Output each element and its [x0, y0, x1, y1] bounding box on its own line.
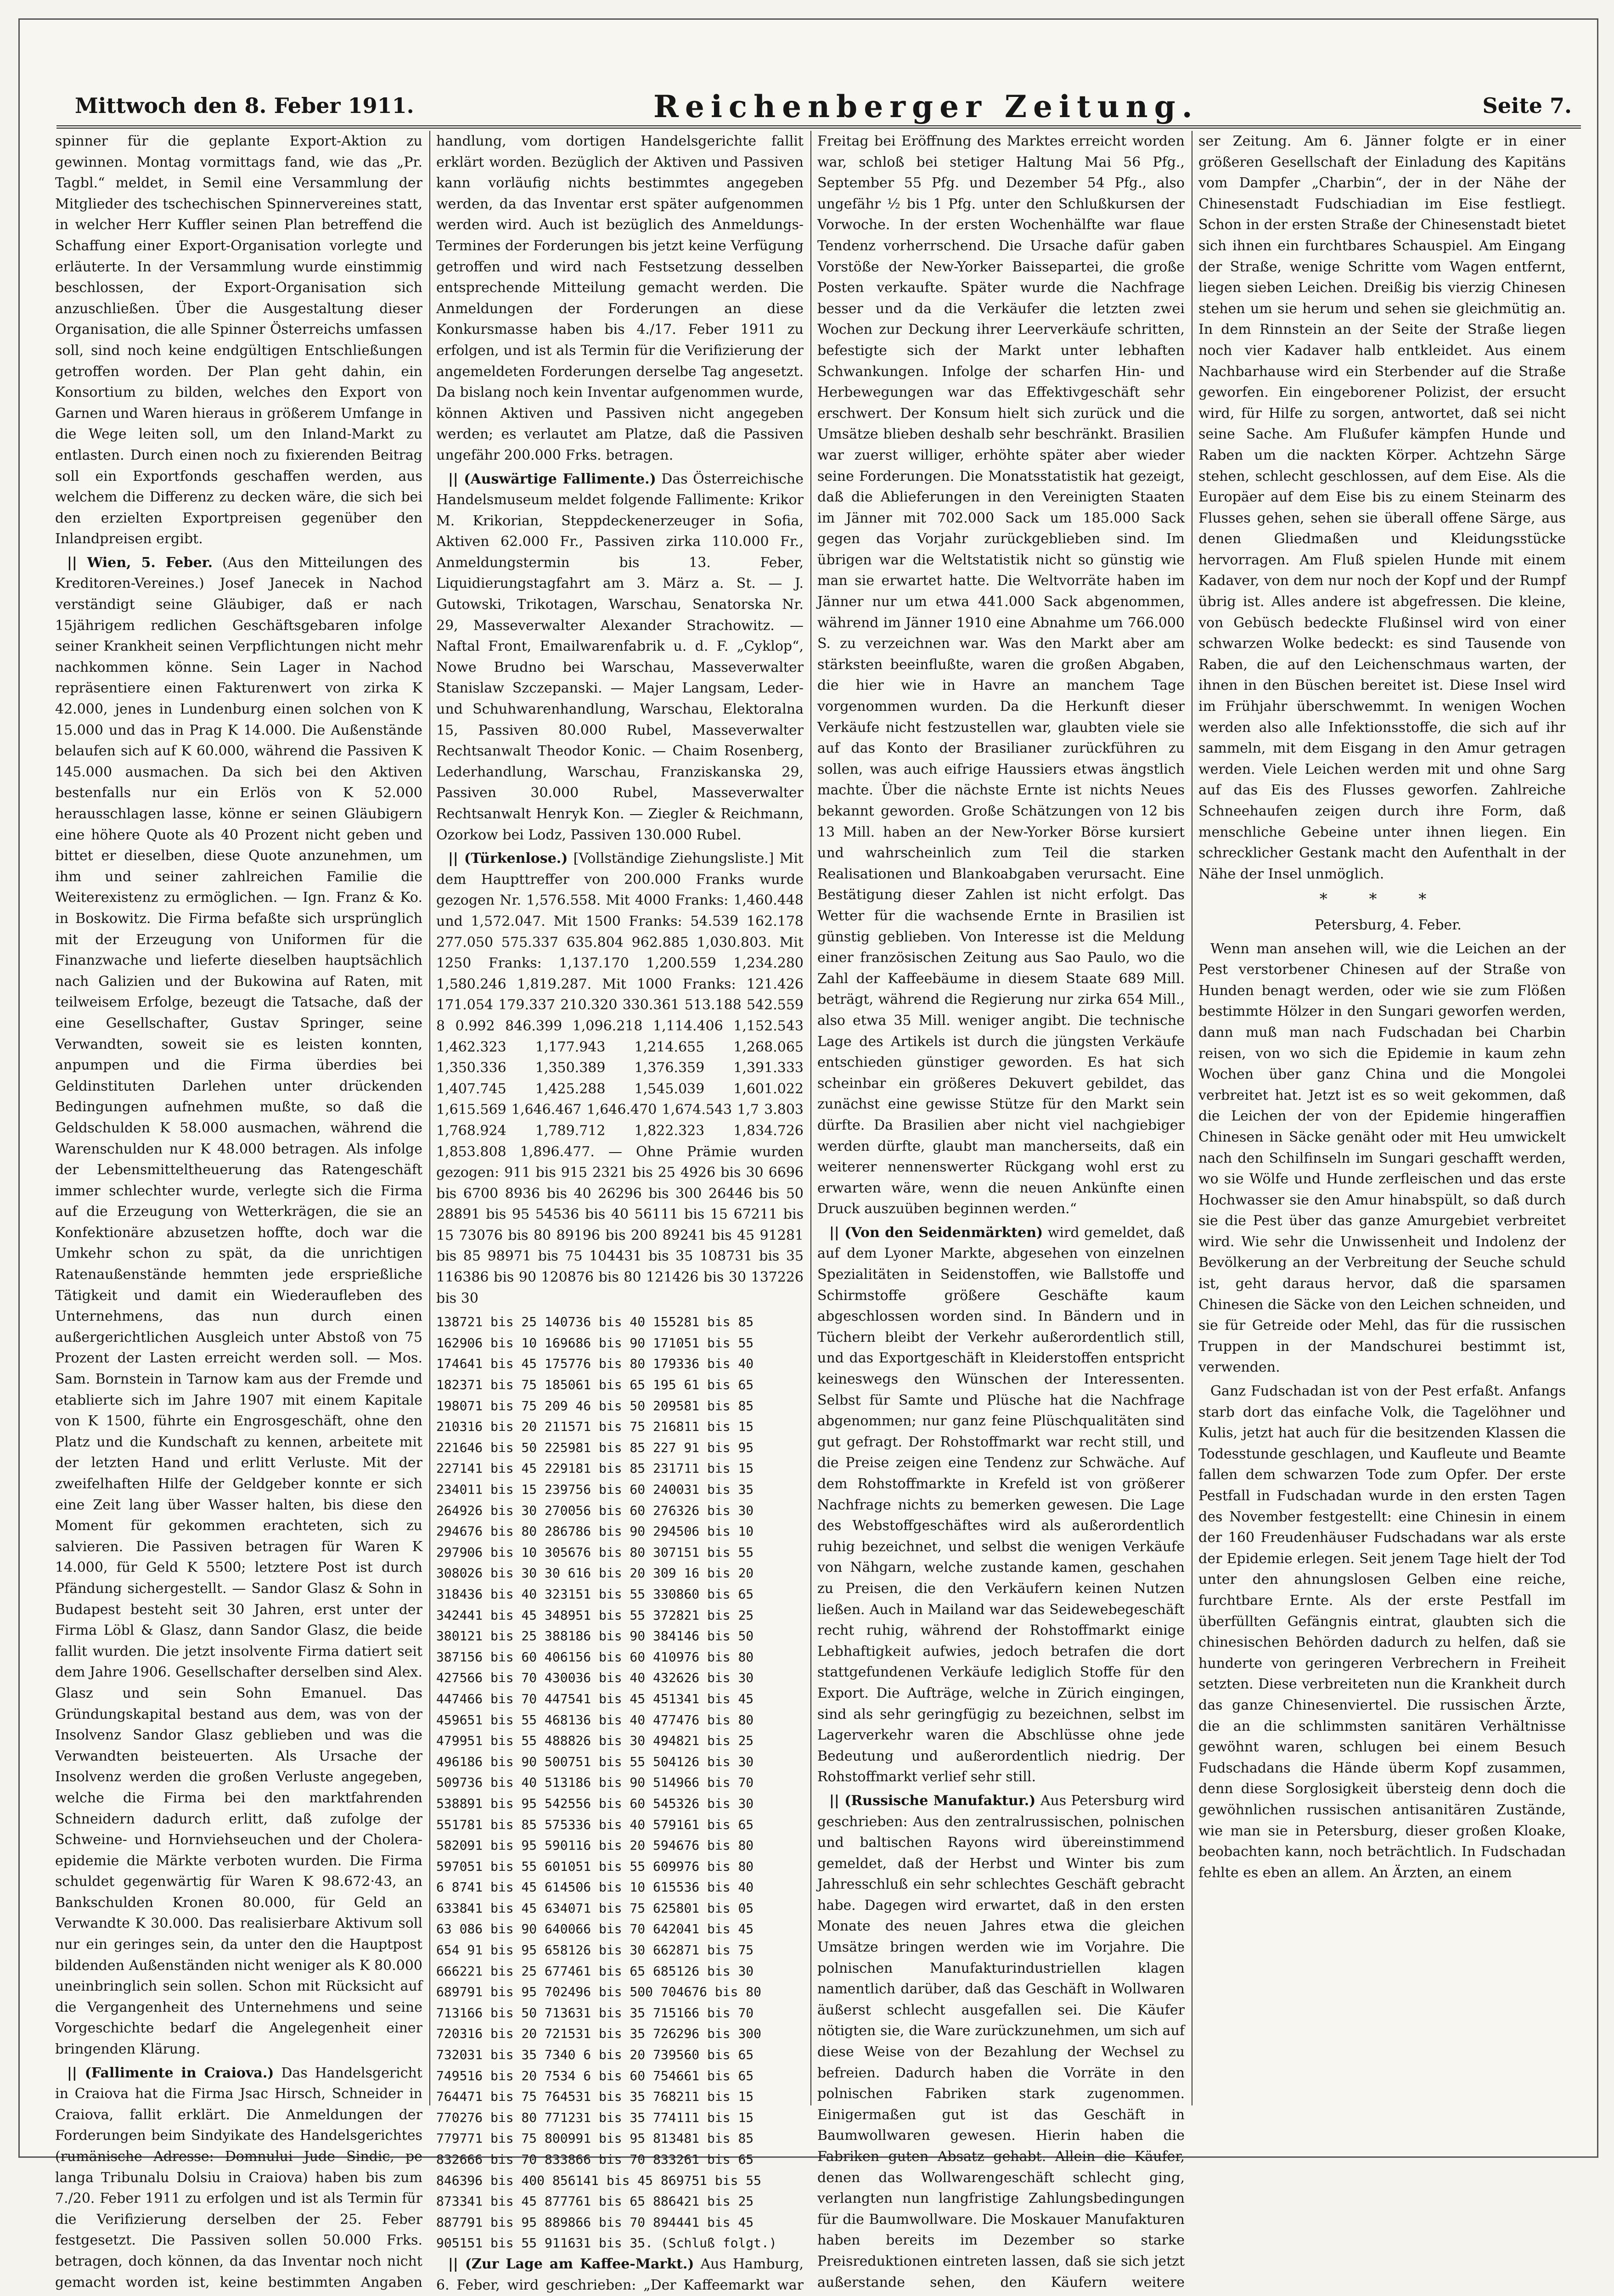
article-kaffee-body: Aus Hamburg, 6. Feber, wird geschrieben: „Der Kaffeemarkt war [436, 2256, 804, 2293]
masthead [56, 75, 1581, 129]
article-manufaktur-body: Aus Petersburg wird geschrieben: Aus den zentralrussischen, polnischen und baltischen Rayons wird übereinstimmend gemeldet, daß der Herbst und Winter bis zum Jahresschluß ein sehr schlechtes Geschäft gebracht habe. Dagegen wird erwartet, daß in den ersten Monate des neuen Jahres etwa die gleichen Umsätze bringen werden wie im Vorjahre. Die polnischen Manufakturindustriellen klagen namentlich darüber, daß das Geschäft in Wollwaren äußerst schlecht ausgefallen sei. Die Käufer nötigten sie, die Ware zurückzunehmen, um sich auf diese Weise von der Bezahlung der Wechsel zu befreien. Dadurch haben die Vorräte in den polnischen Fabriken stark zugenommen. Einigermaßen gut ist das Geschäft in Baumwollwaren gewesen. Hierin haben die Fabriken guten Absatz gehabt. Allein die Käufer, denen das Wollwarengeschäft schlecht ging, verlangten nun langfristige Zahlungsbedingungen für die Baumwollware. Die Moskauer Manufakturen haben bereits im Dezember so starke Preisreduktionen eintreten lassen, daß sie sich jetzt außerstande sehen, den Käufern weitere [817, 1792, 1185, 2290]
article-auswaertige-head: || (Auswärtige Fallimente.) [448, 471, 656, 487]
column-rule-2 [810, 131, 811, 2105]
article-tuerkenlose [436, 848, 804, 1309]
lottery-number-table: 138721 bis 25 140736 bis 40 155281 bis 85 162906 bis 10 169686 bis 90 171051 bis 55 174641 bis 45 175776 bis 80 179336 bis 40 182371 bis 75 185061 bis 65 195 61 bis 65 198071 bis 75 209 46 bis 50 209581 bis 85 210316 bis 20 211571 bis 75 216811 bis 15 221646 bis 50 225981 bis 85 227 91 bis 95 227141 bis 45 229181 bis 85 231711 bis 15 234011 bis 15 239756 bis 60 240031 bis 35 264926 bis 30 270056 bis 60 276326 bis 30 294676 bis 80 286786 bis 90 294506 bis 10 297906 bis 10 305676 bis 80 307151 bis 55 308026 bis 30 30 616 bis 20 309 16 bis 20 318436 bis 40 323151 bis 55 330860 bis 65 342441 bis 45 348951 bis 55 372821 bis 25 380121 bis 25 388186 bis 90 384146 bis 50 387156 bis 60 406156 bis 60 410976 bis 80 427566 bis 70 430036 bis 40 432626 bis 30 447466 bis 70 447541 bis 45 451341 bis 45 459651 bis 55 468136 bis 40 477476 bis 80 479951 bis 55 488826 bis 30 494821 bis 25 496186 bis 90 500751 bis 55 504126 bis 30 509736 bis 40 513186 bis 90 514966 bis 70 538891 bis 95 542556 bis 60 545326 bis 30 551781 bis 85 575336 bis 40 579161 bis 65 582091 bis 95 590116 bis 20 594676 bis 80 597051 bis 55 601051 bis 55 609976 bis 80 6 8741 bis 45 614506 bis 10 615536 bis 40 633841 bis 45 634071 bis 75 625801 bis 05 63 086 bis 90 640066 bis 70 642041 bis 45 654 91 bis 95 658126 bis 30 662871 bis 75 666221 bis 25 677461 bis 65 685126 bis 30 689791 bis 95 702496 bis 500 704676 bis 80 713166 bis 50 713631 bis 35 715166 bis 70 720316 bis 20 721531 bis 35 726296 bis 300 732031 bis 35 7340 6 bis 20 739560 bis 65 749516 bis 20 7534 6 bis 60 754661 bis 65 764471 bis 75 764531 bis 35 768211 bis 15 770276 bis 80 771231 bis 35 774111 bis 15 779771 bis 75 800991 bis 95 813481 bis 85 832666 bis 70 833866 bis 70 833261 bis 65 846396 bis 400 856141 bis 45 869751 bis 55 873341 bis 45 877761 bis 65 886421 bis 25 887791 bis 95 889866 bis 70 894441 bis 45 905151 bis 55 911631 bis 35. (Schluß folgt.) [436, 1314, 777, 2251]
petersburg-dateline: Petersburg, 4. Feber. [1315, 917, 1462, 933]
columns [55, 131, 1580, 2293]
article-kreditoren-body: (Aus den Mitteilungen des Kreditoren-Vereines.) Josef Janecek in Nachod verständigt seine Gläubiger, daß er nach 15jährigem redlichen Geschäftsgebaren infolge seiner Krankheit seinen Verpflichtungen nicht mehr nachkommen könne. Sein Lager in Nachod repräsentiere einen Fakturenwert von zirka K 42.000, jenes in Lundenburg einen solchen von K 15.000 und das in Prag K 14.000. Die Außenstände belaufen sich auf K 60.000, während die Passiven K 145.000 ausmachen. Da sich bei den Aktiven bestenfalls nur ein Erlös von K 52.000 herausschlagen lasse, könne er seinen Gläubigern eine höhere Quote als 40 Prozent nicht geben und bittet er dieselben, diese Quote anzunehmen, um ihm und seiner zahlreichen Familie die Weiterexistenz zu ermöglichen. — Ign. Franz & Ko. in Boskowitz. Die Firma befaßte sich ursprünglich mit der Erzeugung von Uniformen für die Finanzwache und lieferte dieselben hauptsächlich nach Galizien und der Bukowina auf Raten, mit teilweisem Erfolge, bezeugt die Tatsache, daß der eine Gesellschafter, Gustav Springer, seine Verwandten, soweit sie es leisten konnten, anpumpen und die Firma überdies bei Geldinstituten Darlehen unter drückenden Bedingungen aufnehmen mußte, so daß die Geldschulden K 58.000 ausmachen, während die Warenschulden nur K 48.000 betragen. Als infolge der Lebensmitteltheuerung das Ratengeschäft immer schlechter wurde, verlegte sich die Firma auf die Erzeugung von Wetterkrägen, die sie an Konfektionäre abzusetzen hoffte, doch war die Umkehr schon zu spät, da die unrichtigen Ratenaußenstände hemmten jede ersprießliche Tätigkeit und damit ein Wiederaufleben des Unternehmens, das nun durch einen außergerichtlichen Ausgleich unter Abstoß von 75 Prozent der Lasten erreicht werden soll. — Mos. Sam. Bornstein in Tarnow kam aus der Fremde und etablierte sich im Jahre 1907 mit einem Kapitale von K 1500, führte ein Engrosgeschäft, ohne den Platz und die Kundschaft zu kennen, arbeitete mit der letzten Hand und erlitt Verluste. Mit der zweifelhaften Hilfe der Geldgeber konnte er sich eine Zeit lang über Wasser halten, bis diese den Moment für gekommen erachteten, sich zu salvieren. Die Passiven betragen für Waren K 14.000, für Geld K 5500; letztere Post ist durch Pfändung sichergestellt. — Sandor Glasz & Sohn in Budapest besteht seit 30 Jahren, erst unter der Firma Löbl & Glasz, dann Sandor Glasz, die beide fallit wurden. Die jetzt insolvente Firma datiert seit dem Jahre 1906. Gesellschafter derselben sind Alex. Glasz und sein Sohn Emanuel. Das Gründungskapital bestand aus dem, was von der Insolvenz Sandor Glasz geblieben und was die Verwandten beisteuerten. Als Ursache der Insolvenz werden die großen Verluste angegeben, welche die Firma bei den marktfahrenden Schneidern dadurch erlitt, daß zufolge der Schweine- und Hornviehseuchen und der Cholera-epidemie die Märkte verboten wurden. Die Firma schuldet gegenwärtig für Waren K 98.672·43, an Bankschulden Kronen 80.000, für Geld an Verwandte K 30.000. Das realisierbare Aktivum soll nur ein geringes sein, da unter den die Hauptpost bildenden Außenständen nicht weniger als K 80.000 uneinbringlich sein sollen. Schon mit Rücksicht auf die Vergangenheit des Unternehmens und seine Vorgeschichte bedarf die Angelegenheit einer bringenden Klärung. [55, 554, 423, 2058]
page-number: Seite 7. [1482, 93, 1572, 118]
article-kaffee-cont: Freitag bei Eröffnung des Marktes erreicht worden war, schloß bei stetiger Haltung Mai 56 Pfg., September 55 Pfg. und Dezember 54 Pfg., also ungefähr ½ bis 1 Pfg. unter den Schlußkursen der Vorwoche. In der ersten Wochenhälfte war flaue Tendenz vorherrschend. Die Ursache dafür gaben Vorstöße der New-Yorker Baissepartei, die große Posten verkaufte. Später wurde die Nachfrage besser und da die Verkäufer die letzten zwei Wochen zur Deckung ihrer Leerverkäufe schritten, befestigte sich der Markt unter lebhaften Schwankungen. Infolge der scharfen Hin- und Herbewegungen war das Effektivgeschäft sehr erschwert. Der Konsum hielt sich zurück und die Umsätze blieben deshalb sehr beschränkt. Brasilien war zuerst williger, erhöhte später aber wieder seine Forderungen. Die Monatsstatistik hat gezeigt, daß die Ablieferungen in den Vereinigten Staaten im Jänner mit 702.000 Sack um 185.000 Sack gegen das Vorjahr zurückgeblieben sind. Im übrigen war die Weltstatistik nicht so günstig wie man sie erwartet hatte. Die Weltvorräte haben im Jänner nur um etwa 441.000 Sack abgenommen, während im Jänner 1910 eine Abnahme um 766.000 S. zu verzeichnen war. Was den Markt aber am stärksten beeinflußte, waren die großen Abgaben, die hier wie in Havre an manchem Tage vorgenommen wurden. Da die Herkunft dieser Verkäufe nicht festzustellen war, glaubten viele sie auf das Konto der Brasilianer zurückführen zu sollen, was auch eifrige Haussiers etwas ängstlich machte. Über die nächste Ernte ist nichts Neues bekannt geworden. Große Schätzungen von 12 bis 13 Mill. haben an der New-Yorker Börse kursiert und wahrscheinlich zum Teil die starken Realisationen und Blankoabgaben verursacht. Eine Bestätigung dieser Zahlen ist nicht erfolgt. Das Wetter für die wachsende Ernte in Brasilien ist günstig geblieben. Von Interesse ist die Meldung einer französischen Zeitung aus Sao Paulo, wo die Zahl der Kaffeebäume in diesem Staate 689 Mill. beträgt, während die Regierung nur zirka 654 Mill., also etwa 35 Mill. weniger angibt. Die technische Lage des Artikels ist durch die jüngsten Verkäufe entschieden günstiger geworden. Es hat sich scheinbar ein größeres Dekuvert gebildet, das zunächst eine gewisse Stütze für den Markt sein dürfte. Da Brasilien aber nicht viel nachgiebiger werden dürfte, glaubt man mancherseits, daß ein weiterer nennenswerter Rückgang wohl erst zu erwarten wäre, wenn die neuen Ankünfte einen Druck auszuüben beginnen werden.“ [817, 133, 1185, 1217]
article-seiden-head: || (Von den Seidenmärkten) [829, 1224, 1043, 1241]
plague-charbin-report: ser Zeitung. Am 6. Jänner folgte er in einer größeren Gesellschaft der Einladung des Kapitäns vom Dampfer „Charbin“, der in der Nähe der Chinesenstadt Fudschiadian im Eise festliegt. Schon in der ersten Straße der Chinesenstadt bietet sich ihnen ein furchtbares Schauspiel. Am Eingang der Straße, wenige Schritte vom Wagen entfernt, liegen sieben Leichen. Dreißig bis vierzig Chinesen stehen um sie herum und sehen sie gleichmütig an. In dem Rinnstein an der Seite der Straße liegen noch vier Kadaver halb entkleidet. Aus einem Nachbarhause wird ein Sterbender auf die Straße geworfen. Ein eingeborener Polizist, der ersucht wird, für Hilfe zu sorgen, antwortet, daß sei nicht seine Sache. Am Flußufer kämpfen Hunde und Raben um die nackten Körper. Achtzehn Särge stehen, schlecht geschlossen, auf dem Eise. Als die Europäer auf dem Eise bis zu einem Steinarm des Flusses gehen, sehen sie überall offene Särge, aus denen Gliedmaßen und Kleidungsstücke hervorragen. Am Fluß spielen Hunde mit einem Kadaver, von dem nur noch der Kopf und der Rumpf übrig ist. Alles andere ist abgefressen. Die kleine, von Gebüsch bedeckte Flußinsel wird von einer schwarzen Wolke bedeckt: es sind Tausende von Raben, die auf den Leichenschmaus warten, der ihnen in den Büschen bereitet ist. Diese Insel wird im Frühjahr überschwemmt. In wenigen Wochen werden also alle Infektionsstoffe, die sich auf ihr sammeln, mit dem Eisgang in den Amur getragen werden. Viele Leichen werden mit und ohne Sarg auf das Eis des Flusses geworfen. Zahlreiche Schneehaufen zeigen durch ihre Form, daß menschliche Gebeine unter ihnen liegen. Ein schrecklicher Gestank macht den Aufenthalt in der Nähe der Insel unmöglich. [1198, 133, 1566, 882]
article-tuerkenlose-body: [Vollständige Ziehungsliste.] Mit dem Haupttreffer von 200.000 Franks wurde gezogen Nr. 1,576.558. Mit 4000 Franks: 1,460.448 und 1,572.047. Mit 1500 Franks: 54.539 162.178 277.050 575.337 635.804 962.885 1,030.803. Mit 1250 Franks: 1,137.170 1,200.559 1,234.280 1,580.246 1,819.287. Mit 1000 Franks: 121.426 171.054 179.337 210.320 330.361 513.188 542.559 8 0.992 846.399 1,096.218 1,114.406 1,152.543 1,462.323 1,177.943 1,214.655 1,268.065 1,350.336 1,350.389 1,376.359 1,391.333 1,407.745 1,425.288 1,545.039 1,601.022 1,615.569 1,646.467 1,646.470 1,674.543 1,7 3.803 1,768.924 1,789.712 1,822.323 1,834.726 1,853.808 1,896.477. — Ohne Prämie wurden gezogen: 911 bis 915 2321 bis 25 4926 bis 30 6696 bis 6700 8936 bis 40 26296 bis 300 26446 bis 50 28891 bis 95 54536 bis 40 56111 bis 15 67211 bis 15 73076 bis 80 89196 bis 200 89241 bis 45 91281 bis 85 98971 bis 75 104431 bis 35 108731 bis 35 116386 bis 90 120876 bis 80 121426 bis 30 137226 bis 30 [436, 850, 804, 1306]
column-4 [1198, 131, 1566, 2105]
article-craiova-head: || (Fallimente in Craiova.) [67, 2065, 274, 2081]
article-kaffee-markt [436, 2254, 804, 2296]
newspaper-title: Reichenberger Zeitung. [653, 89, 1199, 124]
article-kreditoren-head: || Wien, 5. Feber. [67, 554, 213, 571]
plague-petersburg-report: Wenn man ansehen will, wie die Leichen an der Pest verstorbener Chinesen auf der Straße von Hunden benagt werden, oder wie sie zum Flößen bestimmte Hölzer in den Sungari geworfen werden, dann muß man nach Fudschadan bei Charbin reisen, von wo sich die Epidemie in kaum zehn Wochen über ganz China und die Mongolei verbreitet hat. Jetzt ist es so weit gekommen, daß die Leichen der von der Epidemie hingeraffien Chinesen in Säcke genäht oder mit Heu umwickelt nach den Schilfinseln im Sungari geschafft werden, wo sie Wölfe und Hunde zerfleischen und das erste Hochwasser sie den Amur hinabspült, so daß durch sie die Pest über das ganze Amurgebiet verbreitet wird. Wie sehr die Unwissenheit und Indolenz der Bevölkerung an der Verbreitung der Seuche schuld ist, geht daraus hervor, daß die sparsamen Chinesen die Säcke von den Leichen schneiden, und sie für Getreide oder Mehl, das für die russischen Truppen in der Mandschurei bestimmt ist, verwenden. [1198, 940, 1566, 1376]
article-kaffee-head: || (Zur Lage am Kaffee-Markt.) [448, 2256, 694, 2272]
article-auswaertige-fallimente [436, 469, 804, 846]
article-seiden-body: wird gemeldet, daß auf dem Lyoner Markte, abgesehen von einzelnen Spezialitäten in Seidenstoffen, wie Ballstoffe und Schirmstoffe größere Geschäfte kaum abgeschlossen worden sind. In Bändern und in Tüchern bleibt der Verkehr außerordentlich still, und das Exportgeschäft in Kleiderstoffen entspricht keineswegs den Wünschen der Interessenten. Selbst für Samte und Plüsche hat die Nachfrage abgenommen; nur ganz feine Plüschqualitäten sind gut gefragt. Der Rohstoffmarkt war recht still, und die Preise zeigen eine Tendenz zur Schwäche. Auf dem Rohstoffmarkte in Krefeld ist von größerer Nachfrage nichts zu bemerken gewesen. Die Lage des Webstoffgeschäftes wird als außerordentlich ruhig bezeichnet, und selbst die wenigen Verkäufe von Nähgarn, welche zustande kamen, geschahen zu Preisen, die den Verkäufern keinen Nutzen ließen. Auch in Mailand war das Seidewebegeschäft recht ruhig, während der Rohstoffmarkt einige Lebhaftigkeit aufwies, jedoch betrafen die dort stattgefundenen Verkäufe lediglich Stoffe für den Export. Die Aufträge, welche in Zürich eingingen, sind als sehr geringfügig zu bezeichnen, selbst im Lagerverkehr waren die Abschlüsse ohne jede Bedeutung und außerordentlich niedrig. Der Rohstoffmarkt verlief sehr still. [817, 1224, 1185, 1785]
section-stars: * * * [1319, 890, 1445, 909]
article-tuerkenlose-head: || (Türkenlose.) [448, 850, 568, 867]
article-kreditoren [55, 552, 422, 2060]
article-manufaktur-head: || (Russische Manufaktur.) [829, 1792, 1036, 1809]
plague-fudschadan-report: Ganz Fudschadan ist von der Pest erfaßt. Anfangs starb dort das einfache Volk, die Tagelöhner und Kulis, jetzt hat auch für die besitzenden Klassen die Todesstunde geschlagen, und Kaufleute und Beamte fallen dem schwarzen Tode zum Opfer. Der erste Pestfall in Fudschadan wurde in den ersten Tagen des November festgestellt: eine Chinesin in einem der 160 Freudenhäuser Fudschadans war als erste der Epidemie erlegen. Seit jenem Tage hielt der Tod unter den ahnungslosen Gelben eine reiche, furchtbare Ernte. Als der erste Pestfall im überfüllten Gefängnis eintrat, glaubten sich die chinesischen Behörden dadurch zu helfen, daß sie hunderte von geringeren Verbrechern in Freiheit setzten. Diese verbreiteten nun die Krankheit durch das ganze Chinesenviertel. Die russischen Ärzte, die an die schlimmsten sanitären Verhältnisse gewöhnt waren, schlugen bei einem Besuch Fudschadans die Hände überm Kopf zusammen, denn diese Sorglosigkeit übersteig denn doch die gewöhnlichen russischen antisanitären Zustände, wie man sie in Petersburg, dieser großen Kloake, beobachten kann, noch beträchtlich. In Fudschadan fehlte es eben an allem. An Ärzten, an einem [1198, 1383, 1566, 1881]
column-2 [436, 131, 804, 2293]
article-craiova-cont: handlung, vom dortigen Handelsgerichte fallit erklärt worden. Bezüglich der Aktiven und Passiven kann vorläufig nichts bestimmtes angegeben werden, da das Inventar erst später aufgenommen werden wird. Auch ist bezüglich des Anmeldungs-Termines der Forderungen bis jetzt keine Verfügung getroffen und wird nach Festsetzung desselben entsprechende Mitteilung gemacht werden. Die Anmeldungen der Forderungen an diese Konkursmasse haben bis 4./17. Feber 1911 zu erfolgen, und ist als Termin für die Verifizierung der angemeldeten Forderungen derselbe Tag angesetzt. Da bislang noch kein Inventar aufgenommen wurde, können Aktiven und Passiven nicht angegeben werden; es verlautet am Platze, daß die Passiven ungefähr 200.000 Frks. betragen. [436, 133, 804, 463]
article-russische-manufaktur [817, 1790, 1185, 2296]
article-craiova-body: Das Handelsgericht in Craiova hat die Firma Jsac Hirsch, Schneider in Craiova, fallit erklärt. Die Anmeldungen der Forderungen beim Sindyikate des Handelsgerichtes (rumänische Adresse: Domnului Jude Sindic, pe langa Tribunalu Dolsiu in Craiova) haben bis zum 7./20. Feber 1911 zu erfolgen und ist als Termin für die Verifizierung derselben der 25. Feber festgesetzt. Die Passiven sollen 50.000 Frks. betragen, doch können, da das Inventar noch nicht gemacht worden ist, keine bestimmten Angaben [55, 2065, 422, 2290]
article-craiova [55, 2063, 422, 2296]
column-1 [55, 131, 423, 2290]
article-seidenmaerkte [817, 1222, 1185, 1788]
article-auswaertige-body: Das Österreichische Handelsmuseum meldet folgende Fallimente: Krikor M. Krikorian, Steppdeckenerzeuger in Sofia, Aktiven 62.000 Fr., Passiven zirka 110.000 Fr., Anmeldungstermin bis 13. Feber, Liquidierungstagfahrt am 3. März a. St. — J. Gutowski, Trikotagen, Warschau, Senatorska Nr. 29, Masseverwalter Alexander Strachowitz. — Naftal Front, Emailwarenfabrik u. d. F. „Cyklop“, Nowe Brudno bei Warschau, Masseverwalter Stanislaw Szczepanski. — Majer Langsam, Leder- und Schuhwarenhandlung, Warschau, Elektoralna 15, Passiven 80.000 Rubel, Masseverwalter Rechtsanwalt Theodor Konic. — Chaim Rosenberg, Lederhandlung, Warschau, Franziskanska 29, Passiven 30.000 Rubel, Masseverwalter Rechtsanwalt Henryk Kon. — Ziegler & Reichmann, Ozorkow bei Lodz, Passiven 130.000 Rubel. [436, 471, 804, 843]
column-rule-1 [429, 131, 430, 2105]
article-export-organisation: spinner für die geplante Export-Aktion zu gewinnen. Montag vormittags fand, wie das „Pr. Tagbl.“ meldet, in Semil eine Versammlung der Mitglieder des tschechischen Spinnervereines statt, in welcher Herr Kuffler seinen Plan betreffend die Schaffung einer Export-Organisation vorlegte und erläuterte. In der Versammlung wurde einstimmig beschlossen, der Export-Organisation sich anzuschließen. Über die Ausgestaltung dieser Organisation, die alle Spinner Österreichs umfassen soll, sind noch keine endgültigen Entschließungen getroffen worden. Der Plan geht dahin, ein Konsortium zu bilden, welches den Export von Garnen und Waren hieraus in größerem Umfange in die Wege leiten soll, um den Inland-Markt zu entlasten. Durch einen noch zu fixierenden Beitrag soll ein Exportfonds geschaffen werden, aus welchem die Differenz zu decken wäre, die sich bei den erzielten Exportpreisen gegenüber den Inlandpreisen ergibt. [55, 133, 422, 547]
column-3 [817, 131, 1185, 2290]
issue-date: Mittwoch den 8. Feber 1911. [75, 93, 414, 118]
